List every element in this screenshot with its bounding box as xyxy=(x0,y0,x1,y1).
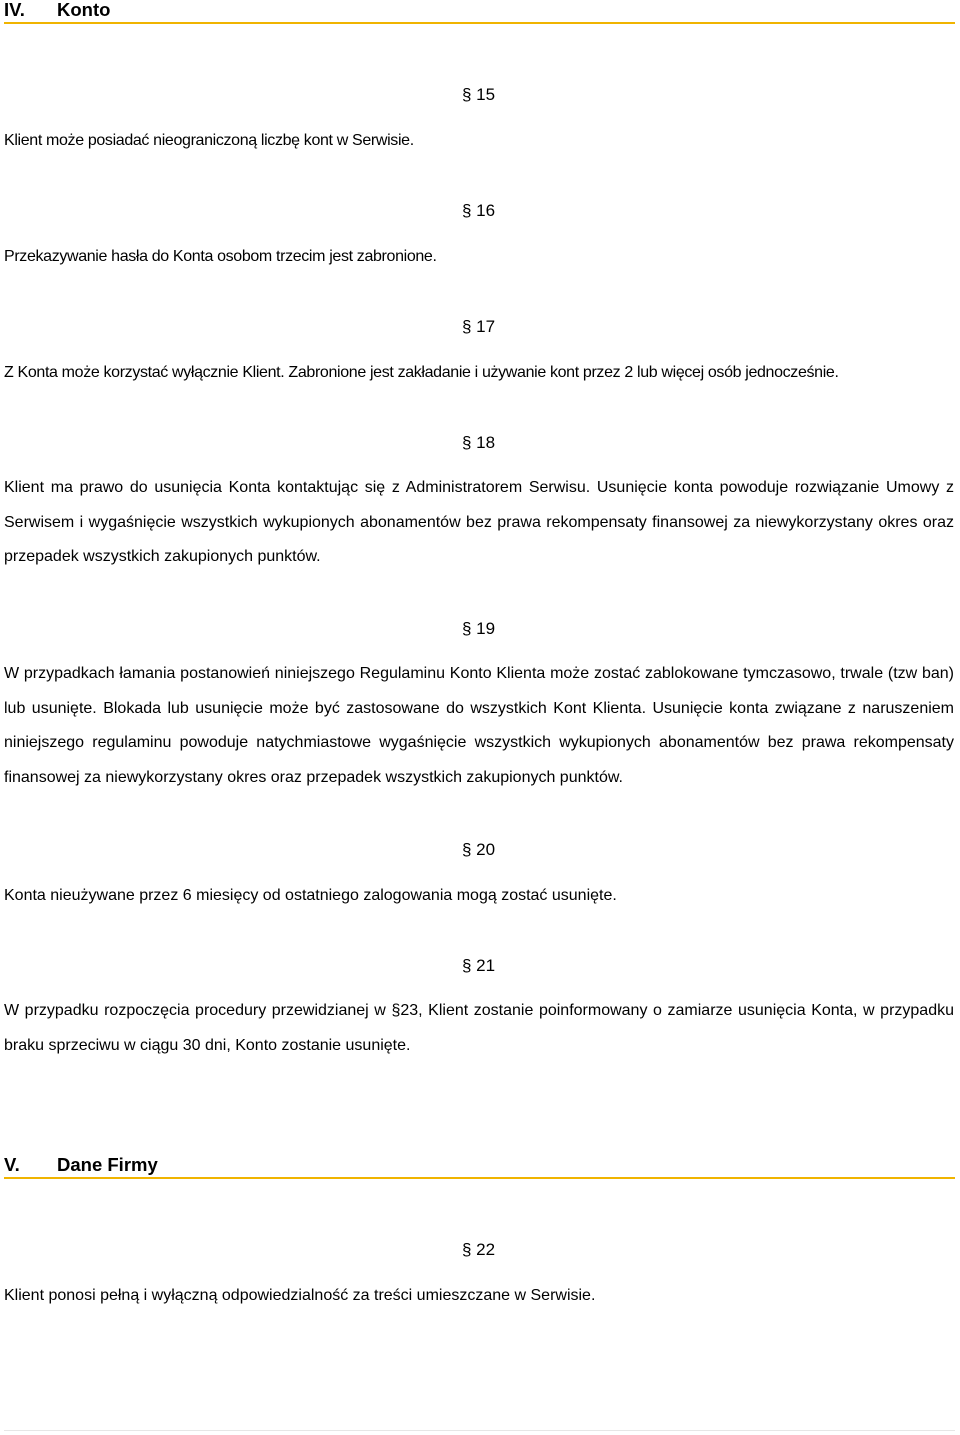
section-number: IV. xyxy=(4,0,25,20)
paragraph-mark-21: § 21 xyxy=(462,956,496,975)
paragraph-mark-17: § 17 xyxy=(462,317,496,336)
section-title: Dane Firmy xyxy=(57,1154,158,1175)
paragraph-text-18: Klient ma prawo do usunięcia Konta kontaktując się z Administratorem Serwisu. Usunięcie konta powoduje rozwiązanie Umowy z Serwisem i wygaśnięcie wszystkich wykupionych abonamentów bez prawa rekompensaty finansowej za niewykorzystany okres oraz przepadek wszystkich zakupionych punktów. xyxy=(4,479,954,566)
section-header-konto xyxy=(4,0,955,24)
page-bottom-divider xyxy=(4,1430,955,1431)
paragraph-text-15: Klient może posiadać nieograniczoną liczbę kont w Serwisie. xyxy=(4,132,414,149)
section-number: V. xyxy=(4,1154,20,1175)
paragraph-mark-16: § 16 xyxy=(462,201,496,220)
paragraph-text-20: Konta nieużywane przez 6 miesięcy od ostatniego zalogowania mogą zostać usunięte. xyxy=(4,887,617,904)
paragraph-text-16: Przekazywanie hasła do Konta osobom trzecim jest zabronione. xyxy=(4,248,437,265)
paragraph-text-17: Z Konta może korzystać wyłącznie Klient. Zabronione jest zakładanie i używanie kont przez 2 lub więcej osób jednocześnie. xyxy=(4,364,839,381)
section-title: Konto xyxy=(57,0,111,20)
paragraph-text-21: W przypadku rozpoczęcia procedury przewidzianej w §23, Klient zostanie poinformowany o zamiarze usunięcia Konta, w przypadku braku sprzeciwu w ciągu 30 dni, Konto zostanie usunięte. xyxy=(4,1002,954,1054)
paragraph-text-19: W przypadkach łamania postanowień niniejszego Regulaminu Konto Klienta może zostać zablokowane tymczasowo, trwale (tzw ban) lub usunięte. Blokada lub usunięcie może być zastosowane do wszystkich Kont Klienta. Usunięcie konta związane z naruszeniem niniejszego regulaminu powoduje natychmiastowe wygaśnięcie wszystkich wykupionych abonamentów bez prawa rekompensaty finansowej za niewykorzystany okres oraz przepadek wszystkich zakupionych punktów. xyxy=(4,665,954,786)
paragraph-mark-22: § 22 xyxy=(462,1240,496,1259)
paragraph-text-22: Klient ponosi pełną i wyłączną odpowiedzialność za treści umieszczane w Serwisie. xyxy=(4,1287,596,1304)
paragraph-mark-18: § 18 xyxy=(462,433,496,452)
paragraph-mark-15: § 15 xyxy=(462,85,496,104)
paragraph-mark-20: § 20 xyxy=(462,840,496,859)
section-header-dane-firmy xyxy=(4,1155,955,1179)
paragraph-mark-19: § 19 xyxy=(462,619,496,638)
